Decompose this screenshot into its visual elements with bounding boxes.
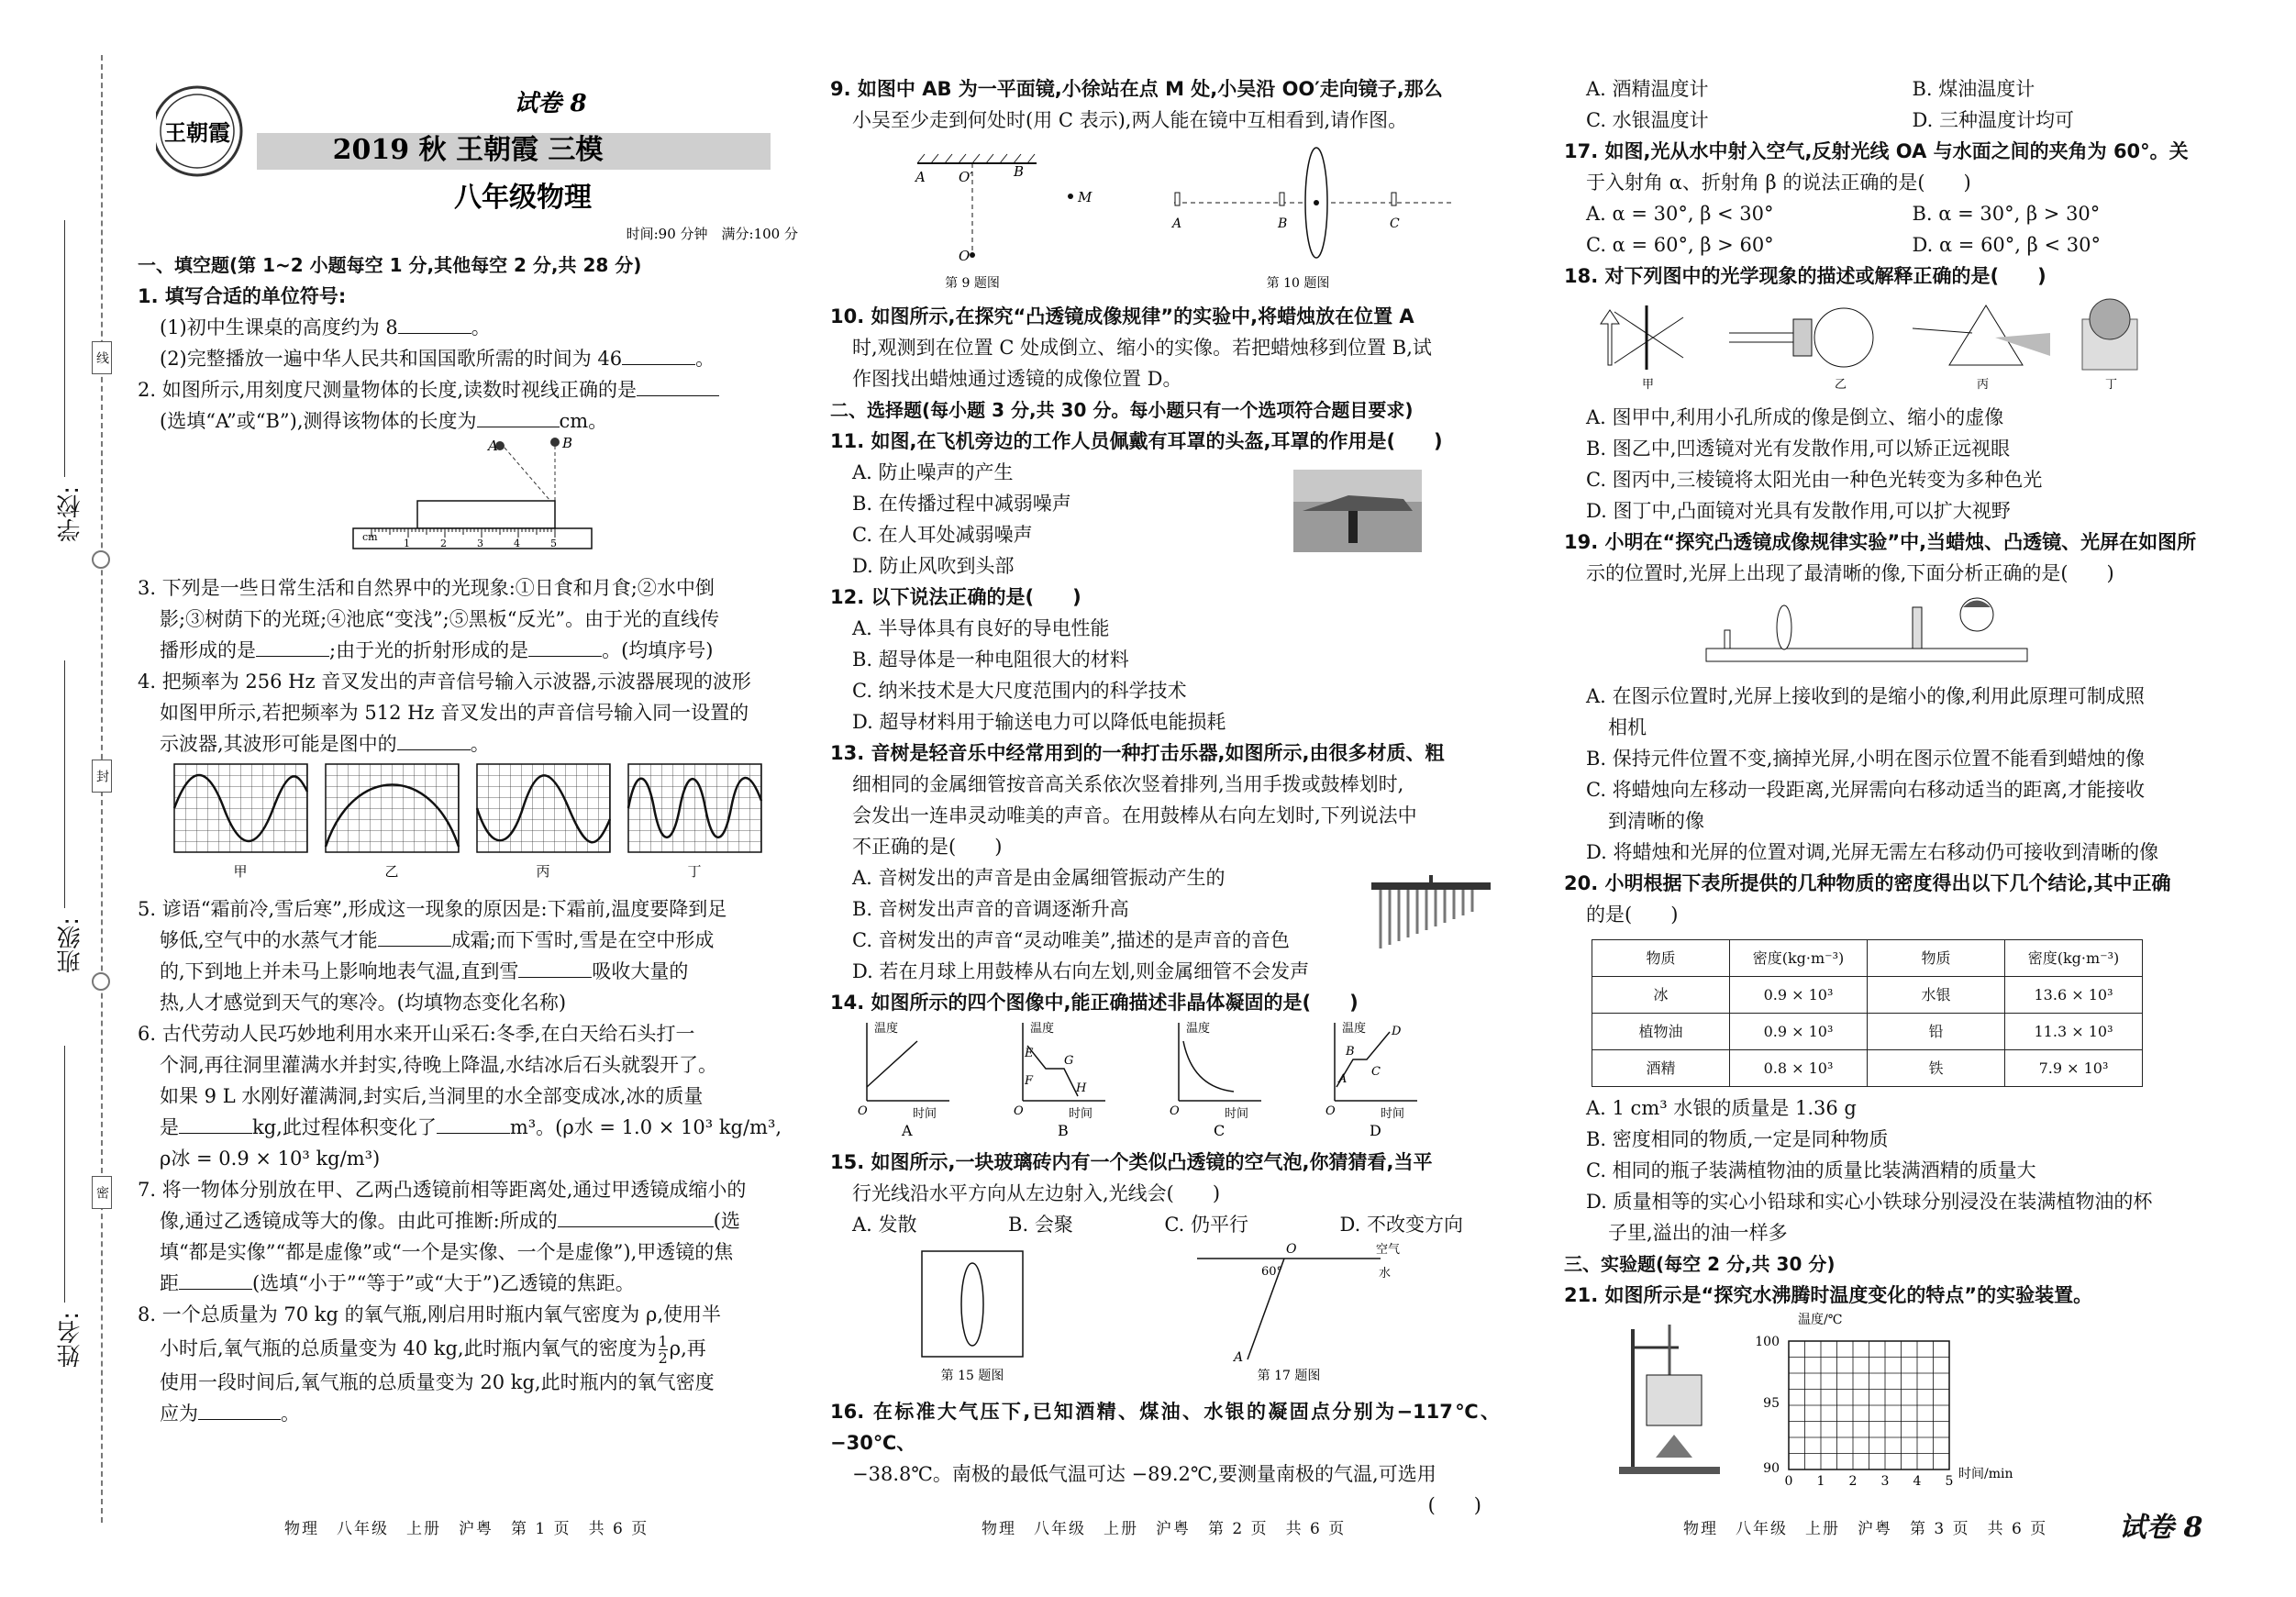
eye-b-label: B (562, 437, 573, 451)
svg-text:O: O (1170, 1104, 1180, 1118)
section-choice: 二、选择题(每小题 3 分,共 30 分。每小题只有一个选项符合题目要求) (830, 399, 1414, 421)
graph-c (1170, 1021, 1261, 1137)
svg-text:温度: 温度 (1030, 1022, 1055, 1036)
svg-text:D: D (1370, 1122, 1381, 1137)
q20-option-b[interactable]: B. 密度相同的物质,一定是同种物质 (1586, 1128, 1889, 1150)
school-field[interactable] (64, 220, 65, 477)
svg-text:第 9 题图: 第 9 题图 (945, 276, 1000, 291)
svg-text:B: B (1058, 1122, 1069, 1137)
svg-text:时间: 时间 (1069, 1107, 1093, 1121)
q19-option-b[interactable]: B. 保持元件位置不变,摘掉光屏,小明在图示位置不能看到蜡烛的像 (1586, 748, 2146, 770)
svg-text:O: O (1325, 1104, 1336, 1118)
graph-b (1014, 1021, 1105, 1137)
q9a-text: 9. 如图中 AB 为一平面镜,小徐站在点 M 处,小吴沿 OO′走向镜子,那么 (830, 78, 1443, 100)
q20-option-c[interactable]: C. 相同的瓶子装满植物油的质量比装满酒精的质量大 (1586, 1159, 2036, 1181)
page-2-column: 9. 如图中 AB 为一平面镜,小徐站在点 M 处,小吴沿 OO′走向镜子,那么 小吴至少走到何处时(用 C 表示),两人能在镜中互相看到,请作图。 A O′ B O M 第 9 题图 A B C 第 10 题图 10. 如图所示,在探究“凸透镜成像规律”的实验中,将蜡烛放在位置 A 时,观测到在位置 C 处成倒立、缩小的实像。若把蜡烛移到位置 B,试 作图找出蜡烛通过透镜的成像位置 D。 二、选择题(每小题 3 分,共 30 分。每小题只有一个选项符合题目要求) 11. 如图,在飞机旁边的工作人员佩戴有耳罩的头盔,耳罩的作用是( ) A. 防止噪声的产生 B. 在传播过程中减弱噪声 C. 在人耳处减弱噪声 D. 防止风吹到头部 12. 以下说法正确的是( ) A. 半导体具有良好的导电性能 B. 超导体是一种电阻很大的材料 C. 纳米技术是大尺度范围内的科学技术 D. 超导材料用于输送电力可以降低电能损耗 13. 音树是轻音乐中经常用到的一种打击乐器,如图所示,由很多材质、粗 细相同的金属细管按音高关系依次竖着排列,当用手拨或鼓棒划时, 会发出一连串灵动唯美的声音。在用鼓棒从右向左划时,下列说法中 不正确的是( ) A. 音树发出的声音是由金属细管振动产生的 B. 音树发出声音的音调逐渐升高 C. 音树发出的声音“灵动唯美”,描述的是声音的音色 D. 若在月球上用鼓棒从右向左划,则金属细管不会发声 14. 如图所示的四个图像中,能正确描述非晶体凝固的是( ) 温度 时间 O A 温度 时间 O E F G H B 温度 时间 O C 温度 时间 O A B C D D 15. 如图所示,一块玻璃砖内有一个类似凸透镜的空气泡,你猜猜看,当平 行光线沿水平方向从左边射入,光线会( ) A. 发散 B. 会聚 C. 仍平行 D. 不改变方向 第 15 题图 O 60° 空气 水 A 第 17 题图 16. 在标准大气压下,已知酒精、煤油、水银的凝固点分别为−117℃、−30℃、 −38.8℃。南极的最低气温可达 −89.2℃,要测量南极的气温,可选用 ( ) (830, 78, 1500, 1516)
svg-text:丙: 丙 (1977, 378, 1990, 392)
q8-blank[interactable] (198, 1400, 281, 1420)
q19-option-c[interactable]: C. 将蜡烛向左移动一段距离,光屏需向右移动适当的距离,才能接收 (1586, 779, 2146, 801)
q18-option-a[interactable]: A. 图甲中,利用小孔所成的像是倒立、缩小的虚像 (1586, 406, 2004, 428)
svg-text:时间/min: 时间/min (1958, 1467, 2013, 1481)
temperature-grid (1755, 1312, 2013, 1485)
svg-text:60°: 60° (1261, 1265, 1283, 1279)
seal-mark-seal: 封 (92, 760, 112, 793)
svg-text:丁: 丁 (687, 863, 702, 879)
q17-option-c[interactable]: C. α = 60°, β > 60° (1586, 234, 1774, 256)
fig-9-10 (830, 136, 1500, 292)
class-label: 班级: (57, 917, 84, 973)
footer-page-1: 物理 八年级 上册 沪粤 第 1 页 共 6 页 (284, 1520, 649, 1538)
chimes-photo (1367, 875, 1495, 958)
q7-blank-1[interactable] (558, 1207, 714, 1227)
cooling-graphs (830, 1018, 1500, 1137)
q17-option-a[interactable]: A. α = 30°, β < 30° (1586, 203, 1774, 225)
school-label: 学校: (57, 486, 84, 542)
q11-option-a[interactable]: A. 防止噪声的产生 (852, 461, 1014, 483)
q3a-text: 3. 下列是一些日常生活和自然界中的光现象:①日食和月食;②水中倒 (138, 577, 715, 599)
svg-text:O: O (959, 248, 971, 264)
density-table (1592, 939, 2143, 1087)
q18-option-b[interactable]: B. 图乙中,凹透镜对光有发散作用,可以矫正远视眼 (1586, 438, 2011, 460)
q2a-text: 2. 如图所示,用刻度尺测量物体的长度,读数时视线正确的是 (138, 379, 638, 401)
q19-option-a[interactable]: A. 在图示位置时,光屏上接收到的是缩小的像,利用此原理可制成照 (1586, 685, 2145, 707)
svg-text:第 10 题图: 第 10 题图 (1266, 276, 1330, 291)
svg-text:1: 1 (404, 538, 410, 549)
q16-option-c[interactable]: C. 水银温度计 (1586, 109, 1709, 131)
eye-b-icon (550, 438, 560, 447)
fig-15-glass-brick (922, 1251, 1023, 1383)
exam-meta: 时间:90 分钟 满分:100 分 (626, 226, 798, 242)
q2b-text: (选填“A”或“B”),测得该物体的长度为 (160, 410, 477, 432)
exam-title: 2019 秋 王朝霞 三模 (332, 134, 604, 166)
svg-text:C: C (1390, 216, 1400, 231)
svg-text:2: 2 (440, 538, 447, 549)
q15-option-a[interactable]: A. 发散 (852, 1214, 917, 1236)
section-fill-blank: 一、填空题(第 1~2 小题每空 1 分,其他每空 2 分,共 28 分) (138, 254, 642, 276)
svg-text:甲: 甲 (233, 863, 248, 879)
wave-yi (326, 764, 459, 879)
q17-option-d[interactable]: D. α = 60°, β < 30° (1912, 234, 2101, 256)
q2-blank-2[interactable] (477, 407, 560, 427)
section-experiment: 三、实验题(每空 2 分,共 30 分) (1564, 1253, 1836, 1275)
svg-text:温度: 温度 (874, 1022, 899, 1036)
q1b-blank[interactable] (622, 345, 695, 365)
eye-a-label: A (488, 438, 498, 454)
q3-blank-2[interactable] (528, 637, 602, 657)
svg-text:A: A (1172, 216, 1182, 231)
airport-worker-photo (1293, 470, 1422, 552)
q11-option-d[interactable]: D. 防止风吹到头部 (852, 555, 1015, 577)
svg-text:时间: 时间 (1381, 1107, 1405, 1121)
table-row: 酒精 0.8 × 10³ 铁 7.9 × 10³ (1592, 1050, 2143, 1087)
svg-text:E: E (1025, 1047, 1034, 1060)
q15-option-d[interactable]: D. 不改变方向 (1339, 1214, 1463, 1236)
q6-blank-2[interactable] (437, 1114, 510, 1134)
svg-text:第 17 题图: 第 17 题图 (1257, 1369, 1321, 1383)
q1-text: 1. 填写合适的单位符号: (138, 285, 347, 307)
q18-option-d[interactable]: D. 图丁中,凸面镜对光具有发散作用,可以扩大视野 (1586, 500, 2011, 522)
svg-text:3: 3 (477, 538, 483, 549)
svg-text:A: A (1234, 1350, 1244, 1365)
logo-text: 王朝霞 (164, 119, 230, 146)
svg-text:4: 4 (1913, 1474, 1922, 1485)
svg-text:乙: 乙 (1835, 378, 1847, 392)
svg-text:O′: O′ (959, 169, 973, 185)
exam-subject: 八年级物理 (454, 182, 592, 214)
class-field[interactable] (64, 660, 65, 908)
fig-18-jia (1601, 305, 1683, 392)
name-label: 姓名: (57, 1312, 84, 1368)
exam-badge: 试卷 8 (2119, 1512, 2203, 1544)
ruler-figure (138, 437, 798, 556)
exam-header (156, 78, 798, 261)
svg-text:H: H (1076, 1081, 1087, 1095)
q15-option-c[interactable]: C. 仍平行 (1164, 1214, 1249, 1236)
svg-text:F: F (1025, 1074, 1034, 1088)
q12-option-c[interactable]: C. 纳米技术是大尺度范围内的科学技术 (852, 680, 1187, 702)
binding-ring-icon (92, 972, 110, 991)
q20-option-d[interactable]: D. 质量相等的实心小铅球和实心小铁球分别浸没在装满植物油的杯 (1586, 1191, 2153, 1213)
q5a-text: 5. 谚语“霜前冷,雪后寒”,形成这一现象的原因是:下霜前,温度要降到足 (138, 898, 727, 920)
q1a-blank[interactable] (398, 314, 471, 334)
q15-option-b[interactable]: B. 会聚 (1008, 1214, 1073, 1236)
q1a-text: (1)初中生课桌的高度约为 8 (160, 316, 398, 338)
q17-option-b[interactable]: B. α = 30°, β > 30° (1912, 203, 2101, 225)
footer-page-2: 物理 八年级 上册 沪粤 第 2 页 共 6 页 (982, 1520, 1347, 1538)
svg-text:100: 100 (1755, 1335, 1780, 1349)
svg-text:0: 0 (1784, 1474, 1793, 1485)
svg-text:D: D (1392, 1025, 1402, 1038)
svg-text:B: B (1014, 163, 1025, 180)
svg-text:O: O (1286, 1242, 1297, 1257)
svg-text:空气: 空气 (1376, 1243, 1401, 1257)
fig-18-ding (2082, 299, 2137, 392)
waveform-figure (138, 760, 798, 879)
svg-text:5: 5 (1945, 1474, 1954, 1485)
q5-blank-1[interactable] (378, 926, 451, 947)
svg-text:90: 90 (1763, 1461, 1780, 1476)
table-header-row: 物质 密度(kg·m⁻³) 物质 密度(kg·m⁻³) (1592, 940, 2143, 977)
q13-option-a[interactable]: A. 音树发出的声音是由金属细管振动产生的 (852, 867, 1226, 889)
footer-page-3: 物理 八年级 上册 沪粤 第 3 页 共 6 页 (1683, 1520, 2048, 1538)
q3-blank-1[interactable] (256, 637, 329, 657)
svg-text:3: 3 (1880, 1474, 1890, 1485)
svg-text:A: A (1338, 1072, 1348, 1086)
measured-block (417, 501, 555, 528)
svg-text:乙: 乙 (384, 863, 399, 879)
q16-option-b[interactable]: B. 煤油温度计 (1912, 78, 2035, 100)
svg-text:4: 4 (514, 538, 520, 549)
table-row: 植物油 0.9 × 10³ 铅 11.3 × 10³ (1592, 1014, 2143, 1050)
svg-text:时间: 时间 (913, 1107, 937, 1121)
q1b-text: (2)完整播放一遍中华人民共和国国歌所需的时间为 46 (160, 348, 623, 370)
q20-option-a[interactable]: A. 1 cm³ 水银的质量是 1.36 g (1586, 1097, 1857, 1119)
seal-mark-line: 线 (92, 341, 112, 374)
q6-blank-1[interactable] (179, 1114, 252, 1134)
svg-text:B: B (1278, 216, 1288, 231)
wave-ding (628, 764, 761, 879)
fig-18-bing (1913, 305, 2050, 392)
svg-text:时间: 时间 (1225, 1107, 1249, 1121)
header-graphic (156, 78, 798, 261)
svg-text:95: 95 (1763, 1396, 1780, 1411)
q12-option-d[interactable]: D. 超导材料用于输送电力可以降低电能损耗 (852, 711, 1226, 733)
q5-blank-2[interactable] (518, 958, 592, 978)
svg-text:第 15 题图: 第 15 题图 (940, 1369, 1004, 1383)
svg-text:2: 2 (1848, 1474, 1858, 1485)
svg-text:A: A (902, 1122, 913, 1137)
boiling-apparatus (1619, 1325, 1720, 1474)
wave-bing (477, 764, 610, 879)
q4-blank[interactable] (397, 730, 471, 750)
q7-blank-2[interactable] (179, 1270, 252, 1290)
svg-text:1: 1 (1816, 1474, 1825, 1485)
graph-a (858, 1021, 949, 1137)
fig-10-lens-diagram (1170, 148, 1454, 291)
q12-option-a[interactable]: A. 半导体具有良好的导电性能 (852, 617, 1110, 639)
binding-ring-icon (92, 550, 110, 569)
optics-figures (1564, 292, 2238, 393)
svg-text:G: G (1064, 1054, 1074, 1068)
seal-mark-secret: 密 (92, 1176, 112, 1209)
svg-text:M: M (1078, 189, 1093, 205)
svg-text:水: 水 (1379, 1267, 1392, 1281)
q18-option-c[interactable]: C. 图丙中,三棱镜将太阳光由一种色光转变为多种色光 (1586, 469, 2043, 491)
exam-label: 试卷 8 (514, 90, 587, 117)
fig-15-17 (830, 1240, 1500, 1387)
svg-text:甲: 甲 (1642, 378, 1655, 392)
q8a-text: 8. 一个总质量为 70 kg 的氧气瓶,刚启用时瓶内氧气密度为 ρ,使用半 (138, 1303, 721, 1325)
svg-text:5: 5 (550, 538, 557, 549)
fig-18-yi (1729, 308, 1873, 392)
svg-text:温度/℃: 温度/℃ (1798, 1313, 1843, 1327)
page-3-column: A. 酒精温度计 B. 煤油温度计 C. 水银温度计 D. 三种温度计均可 17. 如图,光从水中射入空气,反射光线 OA 与水面之间的夹角为 60°。关 于入射角 α、折射角 β 的说法正确的是( ) A. α = 30°, β < 30° B. α = 30°, β > 30° C. α = 60°, β > 60° D. α = 60°, β < 30° 18. 对下列图中的光学现象的描述或解释正确的是( ) 甲 乙 丙 丁 A. 图甲中,利用小孔所成的像是倒立、缩小的虚像 B. 图乙中,凹透镜对光有发散作用,可以矫正远视眼 C. 图丙中,三棱镜将太阳光由一种色光转变为多种色光 D. 图丁中,凸面镜对光具有发散作用,可以扩大视野 19. 小明在“探究凸透镜成像规律实验”中,当蜡烛、凸透镜、光屏在如图所 示的位置时,光屏上出现了最清晰的像,下面分析正确的是( ) A. 在图示位置时,光屏上接收到的是缩小的像,利用此原理可制成照 相机 B. 保持元件位置不变,摘掉光屏,小明在图示位置不能看到蜡烛的像 C. 将蜡烛向左移动一段距离,光屏需向右移动适当的距离,才能接收 到清晰的像 D. 将蜡烛和光屏的位置对调,光屏无需左右移动仍可接收到清晰的像 20. 小明根据下表所提供的几种物质的密度得出以下几个结论,其中正确 的是( ) 物质 密度(kg·m⁻³) 物质 密度(kg·m⁻³) 冰 0.9 × 10³ 水银 13.6 × 10³ 植物油 0.9 × 10³ 铅 11.3 × 10³ 酒精 0.8 × 10³ 铁 7.9 × 10³ A. 1 cm³ 水银的质量是 1.36 g B. 密度相同的物质,一定是同种物质 C. 相同的瓶子装满植物油的质量比装满酒精的质量大 D. 质量相等的实心小铅球和实心小铁球分别浸没在装满植物油的杯 子里,溢出的油一样多 三、实验题(每空 2 分,共 30 分) 21. 如图所示是“探究水沸腾时温度变化的特点”的实验装置。 温度/℃ 100 95 90 0 1 2 3 4 5 时间/min (1564, 73, 2238, 1494)
name-field[interactable] (64, 1046, 65, 1303)
q6a-text: 6. 古代劳动人民巧妙地利用水来开山采石:冬季,在白天给石头打一 (138, 1023, 695, 1045)
svg-text:O: O (858, 1104, 868, 1118)
q13-option-c[interactable]: C. 音树发出的声音“灵动唯美”,描述的是声音的音色 (852, 929, 1290, 951)
q11-option-c[interactable]: C. 在人耳处减弱噪声 (852, 524, 1033, 546)
svg-text:A: A (915, 169, 926, 185)
fraction-one-half: 1 2 (658, 1333, 668, 1367)
graph-d (1325, 1021, 1417, 1137)
svg-text:C: C (1214, 1122, 1226, 1137)
svg-text:C: C (1371, 1065, 1381, 1079)
q13-option-b[interactable]: B. 音树发出声音的音调逐渐升高 (852, 898, 1129, 920)
svg-text:cm: cm (362, 531, 378, 543)
q11-option-b[interactable]: B. 在传播过程中减弱噪声 (852, 493, 1071, 515)
table-row: 冰 0.9 × 10³ 水银 13.6 × 10³ (1592, 977, 2143, 1014)
svg-text:B: B (1346, 1045, 1355, 1059)
q7a-text: 7. 将一物体分别放在甲、乙两凸透镜前相等距离处,通过甲透镜成缩小的 (138, 1179, 747, 1201)
fig-17-refraction (1197, 1242, 1400, 1383)
svg-text:丁: 丁 (2105, 378, 2118, 392)
svg-text:丙: 丙 (536, 863, 550, 879)
q4a-text: 4. 把频率为 256 Hz 音叉发出的声音信号输入示波器,示波器展现的波形 (138, 671, 751, 693)
q16-option-a[interactable]: A. 酒精温度计 (1586, 78, 1709, 100)
q19-option-d[interactable]: D. 将蜡烛和光屏的位置对调,光屏无需左右移动仍可接收到清晰的像 (1586, 841, 2159, 863)
page-1-column: 一、填空题(第 1~2 小题每空 1 分,其他每空 2 分,共 28 分) 1. 填写合适的单位符号: (1)初中生课桌的高度约为 8 。 (2)完整播放一遍中华人民共和国国歌所需的时间为 46 。 2. 如图所示,用刻度尺测量物体的长度,读数时视线正确的是 (选填“A”或“B”),测得该物体的长度为 cm。 A B cm 1 2 3 4 5 3. 下列是一些日常生活和自然界中的光现象:①日食和月食;②水中倒 影;③树荫下的光斑;④池底“变浅”;⑤黑板“反光”。由于光的直线传 播形成的是 ;由于光的折射形成的是 。(均填序号) 4. 把频率为 256 Hz 音叉发出的声音信号输入示波器,示波器展现的波形 如图甲所示,若把频率为 512 Hz 音叉发出的声音信号输入同一设置的 示波器,其波形可能是图中的 。 甲 乙 丙 丁 5. 谚语“霜前冷,雪后寒”,形成这一现象的原因是:下霜前,温度要降到足 够低,空气中的水蒸气才能 成霜;而下雪时,雪是在空中形成 的,下到地上并未马上影响地表气温,直到雪 吸收大量的 热,人才感觉到天气的寒冷。(均填物态变化名称) 6. 古代劳动人民巧妙地利用水来开山采石:冬季,在白天给石头打一 个洞,再往洞里灌满水并封实,待晚上降温,水结冰后石头就裂开了。 如果 9 L 水刚好灌满洞,封实后,当洞里的水全部变成冰,冰的质量 是 kg,此过程体积变化了 m³。(ρ水 = 1.0 × 10³ kg/m³, ρ冰 = 0.9 × 10³ kg/m³) 7. 将一物体分别放在甲、乙两凸透镜前相等距离处,通过甲透镜成缩小的 像,通过乙透镜成等大的像。由此可推断:所成的 (选 填“都是实像”“都是虚像”或“一个是实像、一个是虚像”),甲透镜的焦 距 (选填“小于”“等于”或“大于”)乙透镜的焦距。 8. 一个总质量为 70 kg 的氧气瓶,刚启用时瓶内氧气密度为 ρ,使用半 小时后,氧气瓶的总质量变为 40 kg,此时瓶内氧气的密度为 1 2 ρ,再 使用一段时间后,氧气瓶的总质量变为 20 kg,此时瓶内的氧气密度 应为 。 (138, 250, 798, 1429)
wave-jia (174, 764, 307, 879)
q16-option-d[interactable]: D. 三种温度计均可 (1912, 109, 2074, 131)
q13-option-d[interactable]: D. 若在月球上用鼓棒从右向左划,则金属细管不会发声 (852, 960, 1310, 982)
fig-9-mirror-diagram (914, 154, 1093, 291)
fig-19-bench (1564, 589, 2238, 671)
q12-option-b[interactable]: B. 超导体是一种电阻很大的材料 (852, 649, 1129, 671)
svg-text:温度: 温度 (1186, 1022, 1211, 1036)
svg-text:温度: 温度 (1342, 1022, 1367, 1036)
svg-text:O: O (1014, 1104, 1024, 1118)
q2-blank-1[interactable] (637, 376, 719, 396)
boiling-setup-figure (1564, 1311, 2238, 1485)
binding-sidebar (0, 0, 119, 1597)
